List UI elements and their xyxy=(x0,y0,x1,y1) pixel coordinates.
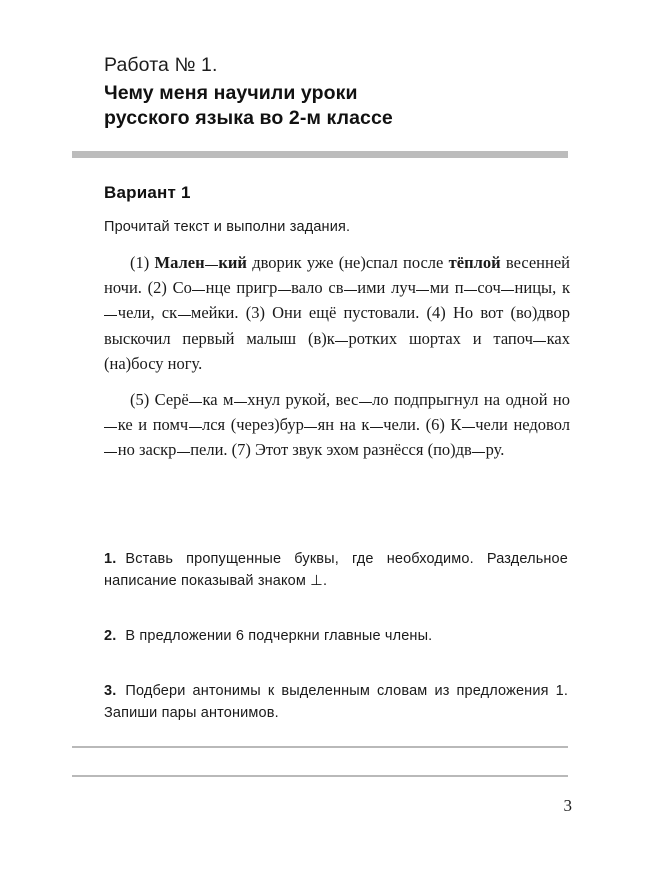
letter-gap xyxy=(370,427,383,428)
task-list xyxy=(104,548,568,724)
letter-gap xyxy=(472,452,485,453)
passage-paragraph-1: (1) Мален кий дворик уже (не)спал после тёплой весенней ночи. (2) Со нце пригр вало св ими луч ми п соч ницы, кчели, ск мейки. (3) Они ещё пустовали. (4) Но вот (во)двор выскочил первый малыш (в)к ротких шортах и тапоч ках (на)босу ногу. xyxy=(104,253,571,373)
task-text-1: Вставь пропущенные буквы, где необходимо. Раздельное написание показывай знаком ⊥. xyxy=(104,551,568,589)
task-text-3: Подбери антонимы к выделенным словам из предложения 1. Запиши пары антонимов. xyxy=(104,683,568,721)
page-title xyxy=(104,52,570,131)
work-title-line-1: Чему меня научили уроки xyxy=(104,82,358,104)
instruction-text: Прочитай текст и выполни задания. xyxy=(104,219,351,235)
letter-gap xyxy=(501,290,514,291)
title-separator-rule xyxy=(72,151,568,158)
letter-gap xyxy=(359,402,372,403)
letter-gap xyxy=(344,290,357,291)
answer-rule-2 xyxy=(72,775,568,777)
letter-gap xyxy=(104,452,117,453)
letter-gap xyxy=(205,265,218,266)
letter-gap xyxy=(178,315,191,316)
task-number-1: 1. xyxy=(104,551,117,567)
letter-gap xyxy=(189,427,202,428)
letter-gap xyxy=(234,402,247,403)
letter-gap xyxy=(462,427,475,428)
letter-gap xyxy=(335,341,348,342)
task-text-2: В предложении 6 подчеркни главные члены. xyxy=(125,628,433,644)
task-item-3 xyxy=(104,680,568,724)
task-number-2: 2. xyxy=(104,628,117,644)
answer-rule-1 xyxy=(72,746,568,748)
variant-heading: Вариант 1 xyxy=(104,183,191,202)
letter-gap xyxy=(464,290,477,291)
letter-gap xyxy=(189,402,202,403)
letter-gap xyxy=(533,341,546,342)
letter-gap xyxy=(104,315,117,316)
task-item-1 xyxy=(104,548,568,592)
letter-gap xyxy=(278,290,291,291)
letter-gap xyxy=(416,290,429,291)
task-item-2 xyxy=(104,625,568,647)
letter-gap xyxy=(177,452,190,453)
letter-gap xyxy=(104,427,117,428)
work-number: Работа № 1. xyxy=(104,54,218,76)
task-number-3: 3. xyxy=(104,683,117,699)
page-number: 3 xyxy=(563,796,572,815)
letter-gap xyxy=(192,290,205,291)
work-title xyxy=(104,81,570,131)
work-title-line-2: русского языка во 2-м классе xyxy=(104,107,393,129)
passage-text xyxy=(104,250,570,463)
letter-gap xyxy=(304,427,317,428)
passage-paragraph-2: (5) Серё ка м хнул рукой, вес ло подпрыгнул на одной ноке и помч лся (через)бур ян на к чели. (6) К чели недоволно заскр пели. (7) Этот звук эхом разнёсся (по)дв ру. xyxy=(104,387,570,463)
